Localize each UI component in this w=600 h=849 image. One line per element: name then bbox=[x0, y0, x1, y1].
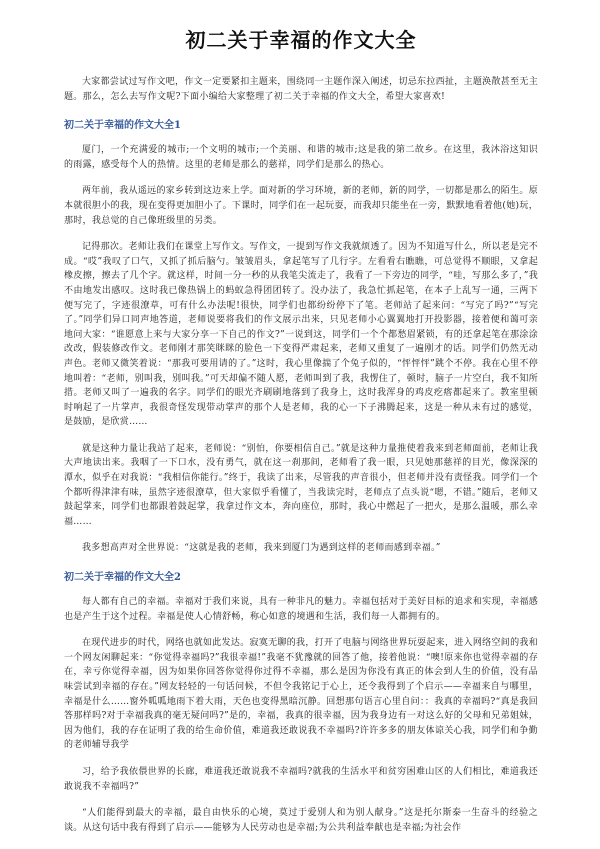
paragraph: 在现代进步的时代，网络也就如此发达。寂寞无聊的我，打开了电脑与网络世界玩耍起来，进入网络空间的我和一个网友闲聊起来：“你觉得幸福吗?”我很幸福!”我毫不犹豫就的回答了他，接着他说：“噢!原来你也觉得幸福的存在，幸亏你觉得幸福，因为如果你回答你觉得你过得不幸福，那么是因为你没有真正的体会到人生的价值，没有品味尝试到幸福的存在。”网友轻轻的一句话问候，不但令我铭记于心上，还令我得到了个启示——幸福来自与哪里，幸福是什么……窗外呱呱地雨下着大雨，天色也变得黑暗沉静。回想那句语言心里自问：：我真的幸福吗?“真是我回答那样吗?对于幸福我真的毫无疑问吗?”是的，幸福，我真的很幸福，因为我身边有一对这么好的父母和兄弟姐妹，因为他们，我的存在证明了我的给生命价值，难道我还敢说我不幸福吗?许许多多的朋友体谅关心我，同学们和争勤的老师辅导我学 bbox=[64, 638, 538, 751]
paragraph: 就是这种力量让我站了起来，老师说：“别怕，你要相信自己。”就是这种力量推使着我来到老师面前，老师让我大声地读出来。我咽了一下口水，没有勇气，就在这一刹那间，老师看了我一眼，只见她那慈祥的目光，像深深的潭水，似乎在对我说：“我相信你能行。”终于，我读了出来，尽管我的声音很小，但老师并没有责怪我。同学们一个个都听得津津有味，虽然字迹很潦草，但大家似乎看懂了，当我读完时，老师点了点头说“嗯，不错。”随后，老师又鼓起掌来，同学们也都跟着鼓起掌，我拿过作文本，奔向座位，那时，我心中燃起了一把火，是那么温暖，那么幸福…… bbox=[64, 443, 538, 527]
section-heading-2: 初二关于幸福的作文大全2 bbox=[64, 572, 181, 584]
paragraph: 我多想高声对全世界说：“这就是我的老师，我来到厦门为遇到这样的老师而感到幸福。” bbox=[82, 543, 441, 554]
paragraph: 每人都有自己的幸福。幸福对于我们来说，具有一种非凡的魅力。幸福包括对于美好目标的追求和实现，幸福感也是产生于这个过程。幸福是使人心情舒畅，称心如意的境遇和生活，我们每一人都拥有的。 bbox=[64, 597, 538, 622]
intro-paragraph: 大家都尝试过写作文吧，作文一定要紧扣主题来，围绕同一主题作深入阐述，切忌东拉西扯，主题涣散甚至无主题。那么，怎么去写作文呢?下面小编给大家整理了初二关于幸福的作文大全，希望大家喜欢! bbox=[64, 77, 538, 102]
paragraph: 习，给予我依偎世界的长廊，难道我还敢说我不幸福吗?就我的生活水平和贫穷困难山区的人们相比，难道我还敢说我不幸福吗?” bbox=[64, 766, 538, 792]
paragraph: 两年前，我从遥远的家乡转到这边来上学。面对新的学习环境，新的老师，新的同学，一切都是那么的陌生。原本就很胆小的我，现在变得更加胆小了。下课时，同学们在一起玩耍，而我却只能坐在一旁，默默地看着他(她)玩，那时，我总觉的自己像班级里的另类。 bbox=[64, 186, 538, 226]
paragraph: 记得那次。老师让我们在课堂上写作文。写作文，一提到写作文我就烦透了。因为不知道写什么，所以老是完不成。“哎”我叹了口气，又抓了抓后脑勺。皱皱眉头，拿起笔写了几行字。左看看右瞧瞧，可总觉得不顺眼，又拿起橡皮擦，擦去了几个字。就这样，时间一分一秒的从我笔尖流走了，我看了一下旁边的同学，“哇，写那么多了，”我不由地发出感叹。这时我已像热锅上的蚂蚁急得团团转了。没办法了，我急忙抓起笔，在本子上乱写一通，三两下便写完了，字迹很潦草，可有什么办法呢!很快，同学们也都纷纷停下了笔。老师站了起来问：“写完了吗?”“写完了。”同学们异口同声地答道，老师说要将我们的作文展示出来，只见老师小心翼翼地打开投影器，接着便和蔼可亲地问大家：“谁愿意上来与大家分享一下自己的作文?”一说到这，同学们一个个都愁眉紧锁，有的还拿起笔在那涂涂改改，假装修改作文。老师刚才那笑眯眯的脸色一下变得严肃起来，老师又重复了一遍刚才的话。同学们仍然无动声色。老师又微笑着说：“那我可要用请的了。”这时，我心里像揣了个兔子似的，“怦怦怦”跳个不停。我在心里不停地叫着：“老师，别叫我，别叫我。”可天却偏不随人愿，老师叫到了我，我愣住了，顿时，脑子一片空白，我不知所措。老师又叫了一遍我的名字。同学们的眼光齐刷刷地落到了我身上，这时我浑身的鸡皮疙瘩都起来了。教室里顿时响起了一片掌声，我很奇怪发现带动掌声的那个人是老师，我的心一下子沸腾起来，这是一种从未有过的感觉，是鼓励，是欣赏…… bbox=[64, 242, 538, 428]
page-title: 初二关于幸福的作文大全 bbox=[185, 28, 417, 52]
paragraph: 厦门，一个充满爱的城市;一个文明的城市;一个美丽、和谐的城市;这是我的第二故乡。在这里，我沐浴这知识的雨露，感受每个人的热情。这里的老师是那么的慈祥，同学们是那么的热心。 bbox=[64, 145, 538, 170]
paragraph: “人们能得到最大的幸福，最自由快乐的心境，莫过于爱别人和为别人献身。”这是托尔斯泰一生奋斗的经验之谈。从这句话中我有得到了启示——能够为人民劳动也是幸福;为公共利益奉献也是幸福;为社会作 bbox=[64, 808, 538, 833]
section-heading-1: 初二关于幸福的作文大全1 bbox=[64, 120, 181, 132]
